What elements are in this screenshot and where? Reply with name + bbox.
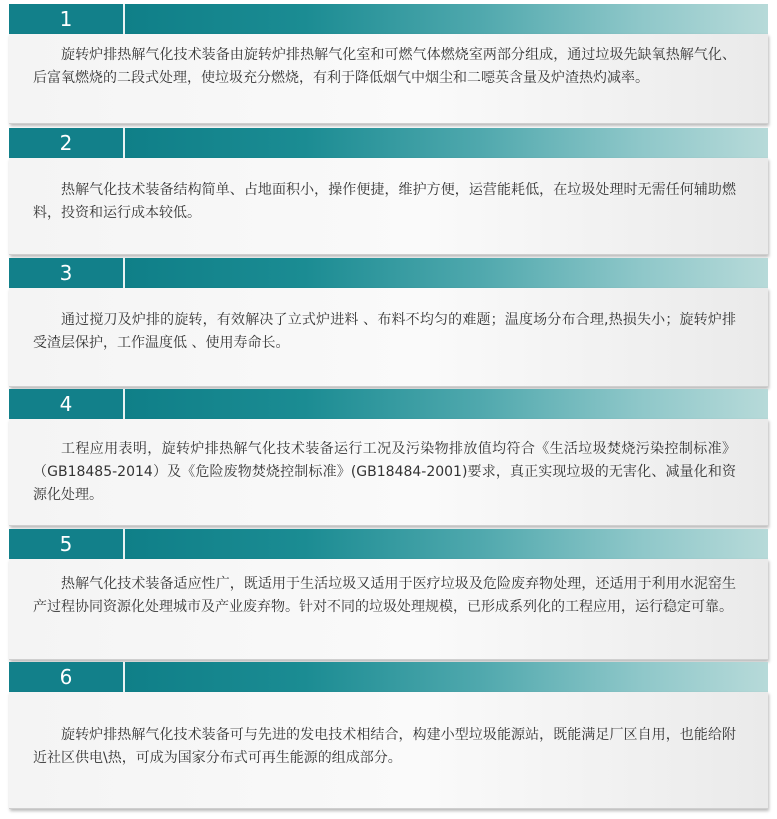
feature-section-2 [9, 128, 768, 255]
header-gradient [125, 389, 768, 419]
section-text: 旋转炉排热解气化技术装备可与先进的发电技术相结合，构建小型垃圾能源站，既能满足厂区自用，也能给附近社区供电\热，可成为国家分布式可再生能源的组成部分。 [33, 727, 736, 766]
section-number: 2 [9, 128, 125, 158]
section-number: 5 [9, 529, 125, 559]
section-body-panel [9, 692, 768, 809]
section-body-panel [9, 34, 768, 124]
section-number: 6 [9, 662, 125, 692]
section-number: 4 [9, 389, 125, 419]
feature-section-4 [9, 389, 768, 526]
section-body-panel [9, 559, 768, 660]
section-text: 旋转炉排热解气化技术装备由旋转炉排热解气化室和可燃气体燃烧室两部分组成，通过垃圾先缺氧热解气化、后富氧燃烧的二段式处理，使垃圾充分燃烧，有利于降低烟气中烟尘和二噁英含量及炉渣热灼减率。 [33, 47, 736, 86]
section-body-panel [9, 288, 768, 387]
section-header-bar [9, 389, 768, 419]
header-gradient [125, 662, 768, 692]
feature-section-3 [9, 258, 768, 387]
header-gradient [125, 258, 768, 288]
section-number: 1 [9, 4, 125, 34]
section-header-bar [9, 258, 768, 288]
section-text: 热解气化技术装备适应性广，既适用于生活垃圾又适用于医疗垃圾及危险废弃物处理，还适用于利用水泥窑生产过程协同资源化处理城市及产业废弃物。针对不同的垃圾处理规模，已形成系列化的工程应用，运行稳定可靠。 [33, 576, 736, 615]
section-header-bar [9, 662, 768, 692]
header-gradient [125, 529, 768, 559]
header-gradient [125, 128, 768, 158]
section-body-panel [9, 158, 768, 255]
section-header-bar [9, 529, 768, 559]
section-header-bar [9, 4, 768, 34]
section-header-bar [9, 128, 768, 158]
section-number: 3 [9, 258, 125, 288]
section-text: 工程应用表明，旋转炉排热解气化技术装备运行工况及污染物排放值均符合《生活垃圾焚烧污染控制标准》（GB18485-2014）及《危险废物焚烧控制标准》(GB18484-2001)要求，真正实现垃圾的无害化、减量化和资源化处理。 [33, 441, 736, 503]
section-text: 通过搅刀及炉排的旋转，有效解决了立式炉进料 、布料不均匀的难题；温度场分布合理,热损失小；旋转炉排受渣层保护，工作温度低 、使用寿命长。 [33, 312, 736, 351]
section-text: 热解气化技术装备结构简单、占地面积小，操作便捷，维护方便，运营能耗低，在垃圾处理时无需任何辅助燃料，投资和运行成本较低。 [33, 182, 736, 221]
section-body-panel [9, 419, 768, 526]
header-gradient [125, 4, 768, 34]
feature-section-6 [9, 662, 768, 809]
feature-section-5 [9, 529, 768, 660]
feature-section-1 [9, 4, 768, 124]
